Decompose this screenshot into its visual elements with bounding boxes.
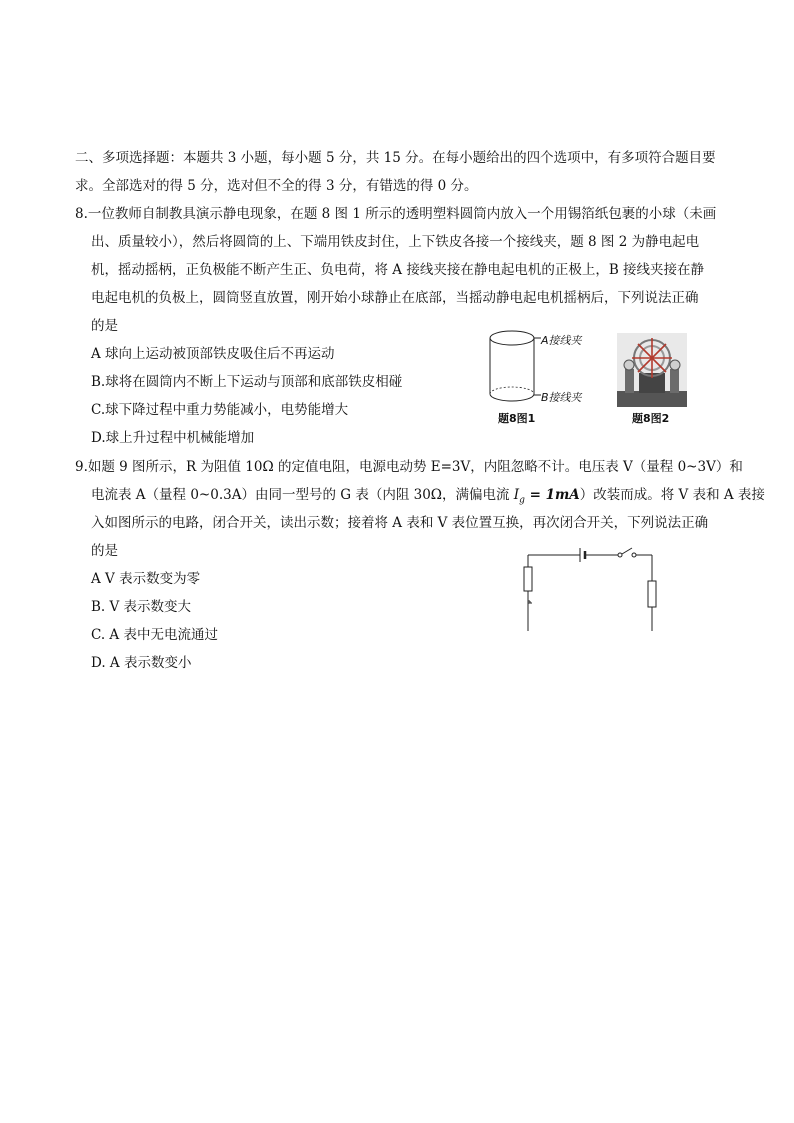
q9-line-3: 入如图所示的电路，闭合开关，读出示数；接着将 A 表和 V 表位置互换，再次闭合开关，下列说法正确 — [91, 515, 709, 531]
q9-ig-subscript: g — [519, 495, 525, 506]
section-line-2: 求。全部选对的得 5 分，选对但不全的得 3 分，有错选的得 0 分。 — [75, 178, 478, 194]
q8-line-1: 8.一位教师自制教具演示静电现象，在题 8 图 1 所示的透明塑料圆筒内放入一个用锡箔纸包裹的小球（未画 — [75, 206, 717, 222]
q8-option-b: B.球将在圆筒内不断上下运动与顶部和底部铁皮相碰 — [91, 374, 403, 390]
q8-label-a: A接线夹 — [541, 334, 582, 347]
q8-option-c: C.球下降过程中重力势能减小，电势能增大 — [91, 402, 349, 418]
q8-fig2-caption: 题8图2 — [632, 412, 670, 425]
q9-line-2b: ）改装而成。将 V 表和 A 表接 — [579, 487, 765, 503]
q8-label-b: B接线夹 — [541, 391, 582, 404]
q8-fig1-caption: 题8图1 — [498, 412, 536, 425]
q9-option-d: D. A 表示数变小 — [91, 655, 192, 671]
section-line-1: 二、多项选择题：本题共 3 小题，每小题 5 分，共 15 分。在每小题给出的四个选项中，有多项符合题目要 — [75, 150, 716, 166]
q8-generator-figure — [617, 333, 687, 407]
q9-line-4: 的是 — [91, 543, 118, 559]
q9-line-1: 9.如题 9 图所示，R 为阻值 10Ω 的定值电阻，电源电动势 E=3V，内阻忽略不计。电压表 V（量程 0~3V）和 — [75, 459, 743, 475]
q9-circuit-diagram — [510, 545, 660, 657]
q9-line-2a: 电流表 A（量程 0~0.3A）由同一型号的 G 表（内阻 30Ω，满偏电流 — [91, 487, 514, 503]
q8-line-3: 机，摇动摇柄，正负极能不断产生正、负电荷，将 A 接线夹接在静电起电机的正极上，B 接线夹接在静 — [91, 262, 705, 278]
q8-line-5: 的是 — [91, 318, 118, 334]
q9-ig-symbol: I — [513, 487, 520, 503]
q9-line-2 — [91, 485, 765, 511]
q8-option-d: D.球上升过程中机械能增加 — [91, 430, 255, 446]
q9-option-a: A V 表示数变为零 — [91, 571, 201, 587]
q8-option-a: A 球向上运动被顶部铁皮吸住后不再运动 — [91, 346, 335, 362]
q9-option-c: C. A 表中无电流通过 — [91, 627, 218, 643]
q9-option-b: B. V 表示数变大 — [91, 599, 192, 615]
q8-line-2: 出、质量较小），然后将圆筒的上、下端用铁皮封住，上下铁皮各接一个接线夹，题 8 图 2 为静电起电 — [91, 234, 700, 250]
q9-ig-value: = 1mA — [524, 487, 580, 503]
q8-line-4: 电起电机的负极上，圆筒竖直放置，刚开始小球静止在底部，当摇动静电起电机摇柄后，下列说法正确 — [91, 290, 699, 306]
